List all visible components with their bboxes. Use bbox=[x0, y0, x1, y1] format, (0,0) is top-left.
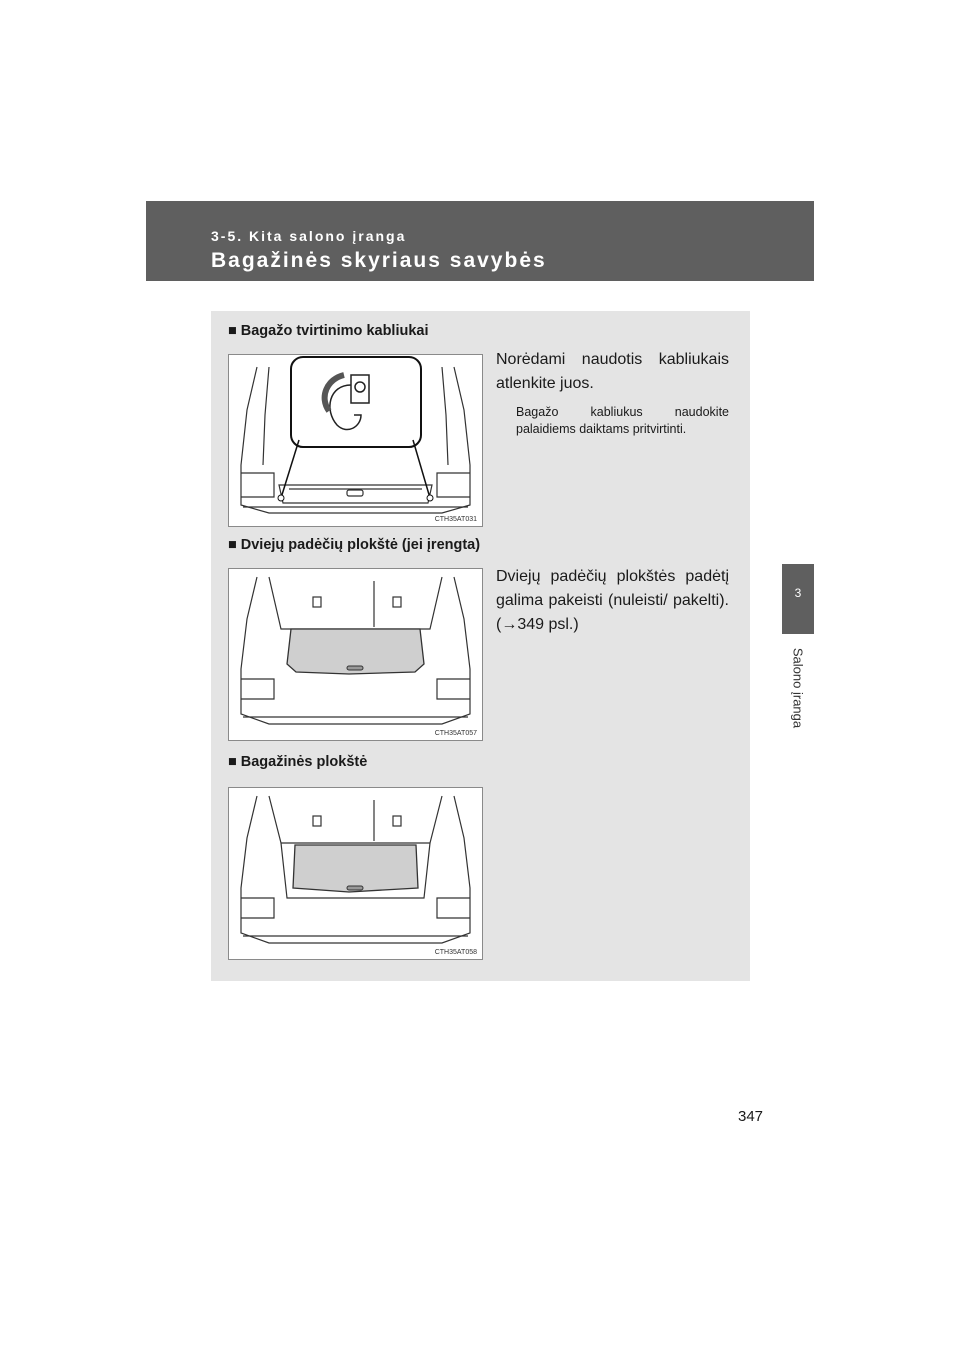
section-heading-deck-board bbox=[228, 537, 480, 553]
section-heading-hooks bbox=[228, 323, 429, 339]
luggage-board-illustration bbox=[229, 788, 482, 959]
figure-deck-board bbox=[228, 568, 483, 741]
chapter-tab-number: 3 bbox=[794, 586, 802, 600]
figure-luggage-board bbox=[228, 787, 483, 960]
bullet-square-icon: ■ bbox=[228, 537, 237, 553]
figure-code: CTH35AT031 bbox=[434, 516, 477, 523]
heading-text: Dviejų padėčių plokštė (jei įrengta) bbox=[240, 537, 481, 553]
chapter-header bbox=[146, 201, 814, 281]
heading-text: Bagažinės plokštė bbox=[240, 754, 368, 770]
figure-luggage-hooks bbox=[228, 354, 483, 527]
note-text: Bagažo kabliukus naudokite palaidiems daiktams pritvirtinti. bbox=[516, 405, 729, 436]
page-number: 347 bbox=[738, 1108, 764, 1125]
content-panel bbox=[211, 311, 750, 981]
bullet-square-icon: ■ bbox=[228, 323, 237, 339]
bullet-square-icon: ■ bbox=[228, 754, 237, 770]
section-number: 3-5. Kita salono įranga bbox=[211, 228, 407, 244]
deck-board-illustration bbox=[229, 569, 482, 740]
figure-code: CTH35AT058 bbox=[434, 949, 477, 956]
chapter-tab-label: Salono įranga bbox=[790, 647, 806, 729]
luggage-hooks-illustration bbox=[229, 355, 482, 526]
figure-code: CTH35AT057 bbox=[434, 730, 477, 737]
body-text: Dviejų padėčių plokštės padėtį galima pakeisti (nuleisti/ pakelti). (→349 psl.) bbox=[496, 568, 729, 633]
section-heading-luggage-board bbox=[228, 754, 367, 770]
body-text: Norėdami naudotis kabliukais atlenkite juos. bbox=[496, 351, 729, 392]
page-title: Bagažinės skyriaus savybės bbox=[211, 249, 547, 272]
chapter-tab bbox=[782, 564, 814, 634]
heading-text: Bagažo tvirtinimo kabliukai bbox=[240, 323, 429, 339]
